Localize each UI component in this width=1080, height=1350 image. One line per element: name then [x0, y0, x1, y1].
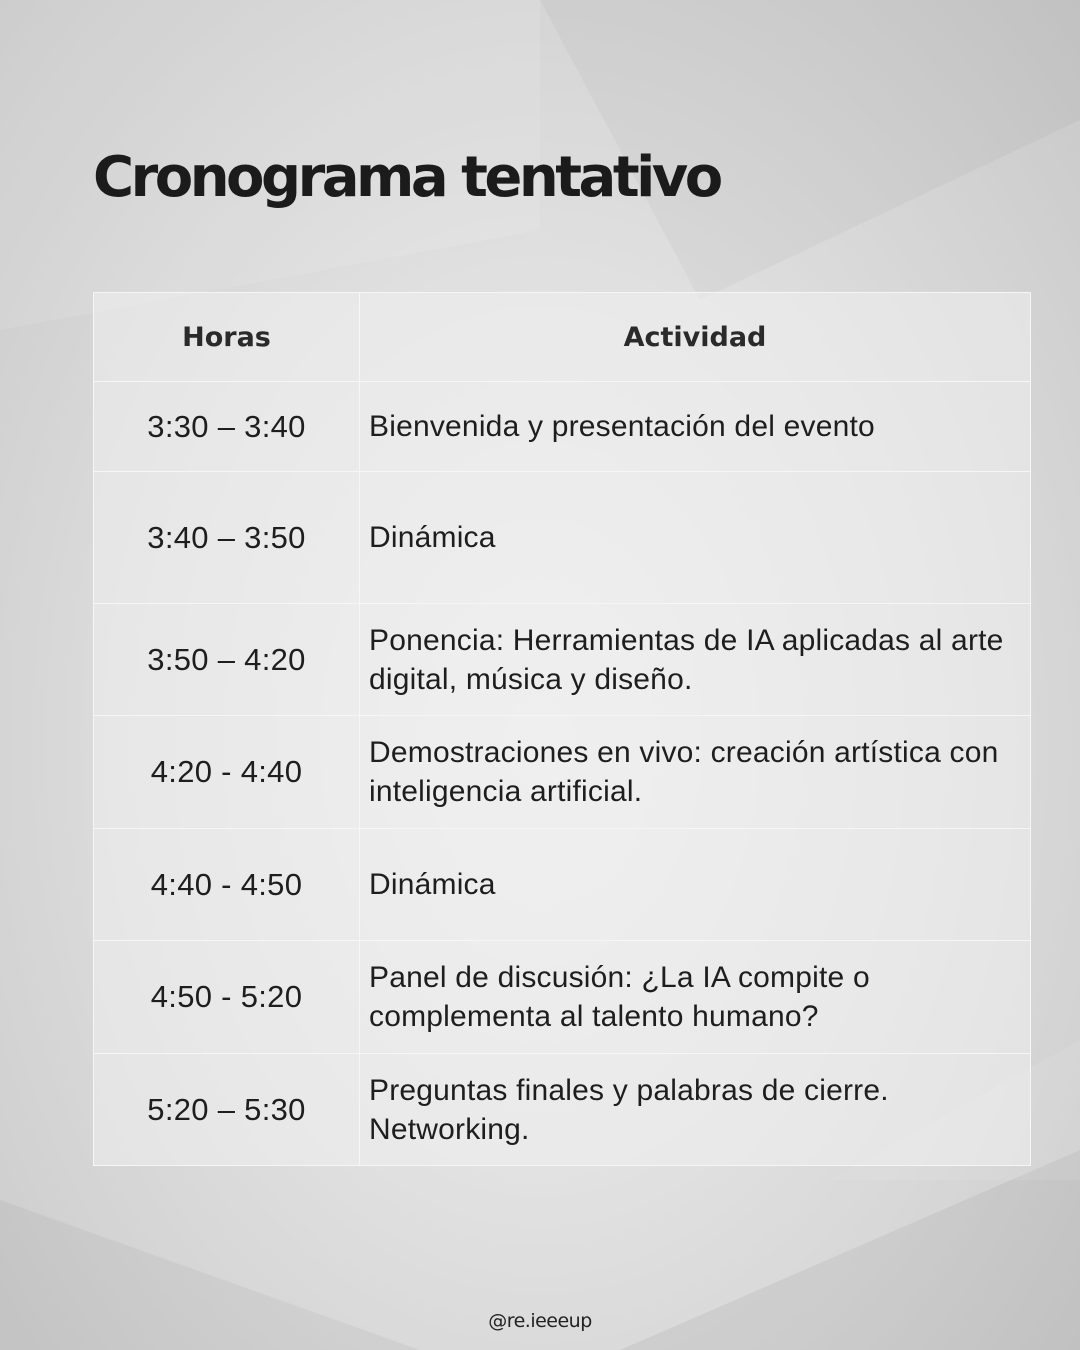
time-cell: 5:20 – 5:30: [94, 1054, 360, 1166]
table-row: [94, 604, 1031, 716]
table-row: [94, 716, 1031, 829]
time-cell: 3:50 – 4:20: [94, 604, 360, 716]
page-title: Cronograma tentativo: [93, 145, 720, 210]
activity-cell: Bienvenida y presentación del evento: [360, 382, 1031, 472]
time-cell: 3:40 – 3:50: [94, 472, 360, 604]
activity-cell: Ponencia: Herramientas de IA aplicadas al arte digital, música y diseño.: [360, 604, 1031, 716]
table-row: [94, 941, 1031, 1054]
activity-cell: Demostraciones en vivo: creación artística con inteligencia artificial.: [360, 716, 1031, 829]
table-row: [94, 829, 1031, 941]
time-cell: 4:50 - 5:20: [94, 941, 360, 1054]
social-handle: @re.ieeeup: [488, 1310, 592, 1332]
table-row: [94, 472, 1031, 604]
column-header-horas: Horas: [94, 293, 360, 382]
table-header-row: [94, 293, 1031, 382]
column-header-actividad: Actividad: [360, 293, 1031, 382]
activity-cell: Panel de discusión: ¿La IA compite o complementa al talento humano?: [360, 941, 1031, 1054]
activity-cell: Preguntas finales y palabras de cierre. Networking.: [360, 1054, 1031, 1166]
table-row: [94, 1054, 1031, 1166]
time-cell: 3:30 – 3:40: [94, 382, 360, 472]
time-cell: 4:40 - 4:50: [94, 829, 360, 941]
activity-cell: Dinámica: [360, 829, 1031, 941]
time-cell: 4:20 - 4:40: [94, 716, 360, 829]
activity-cell: Dinámica: [360, 472, 1031, 604]
schedule-table: [93, 292, 1031, 1166]
table-row: [94, 382, 1031, 472]
